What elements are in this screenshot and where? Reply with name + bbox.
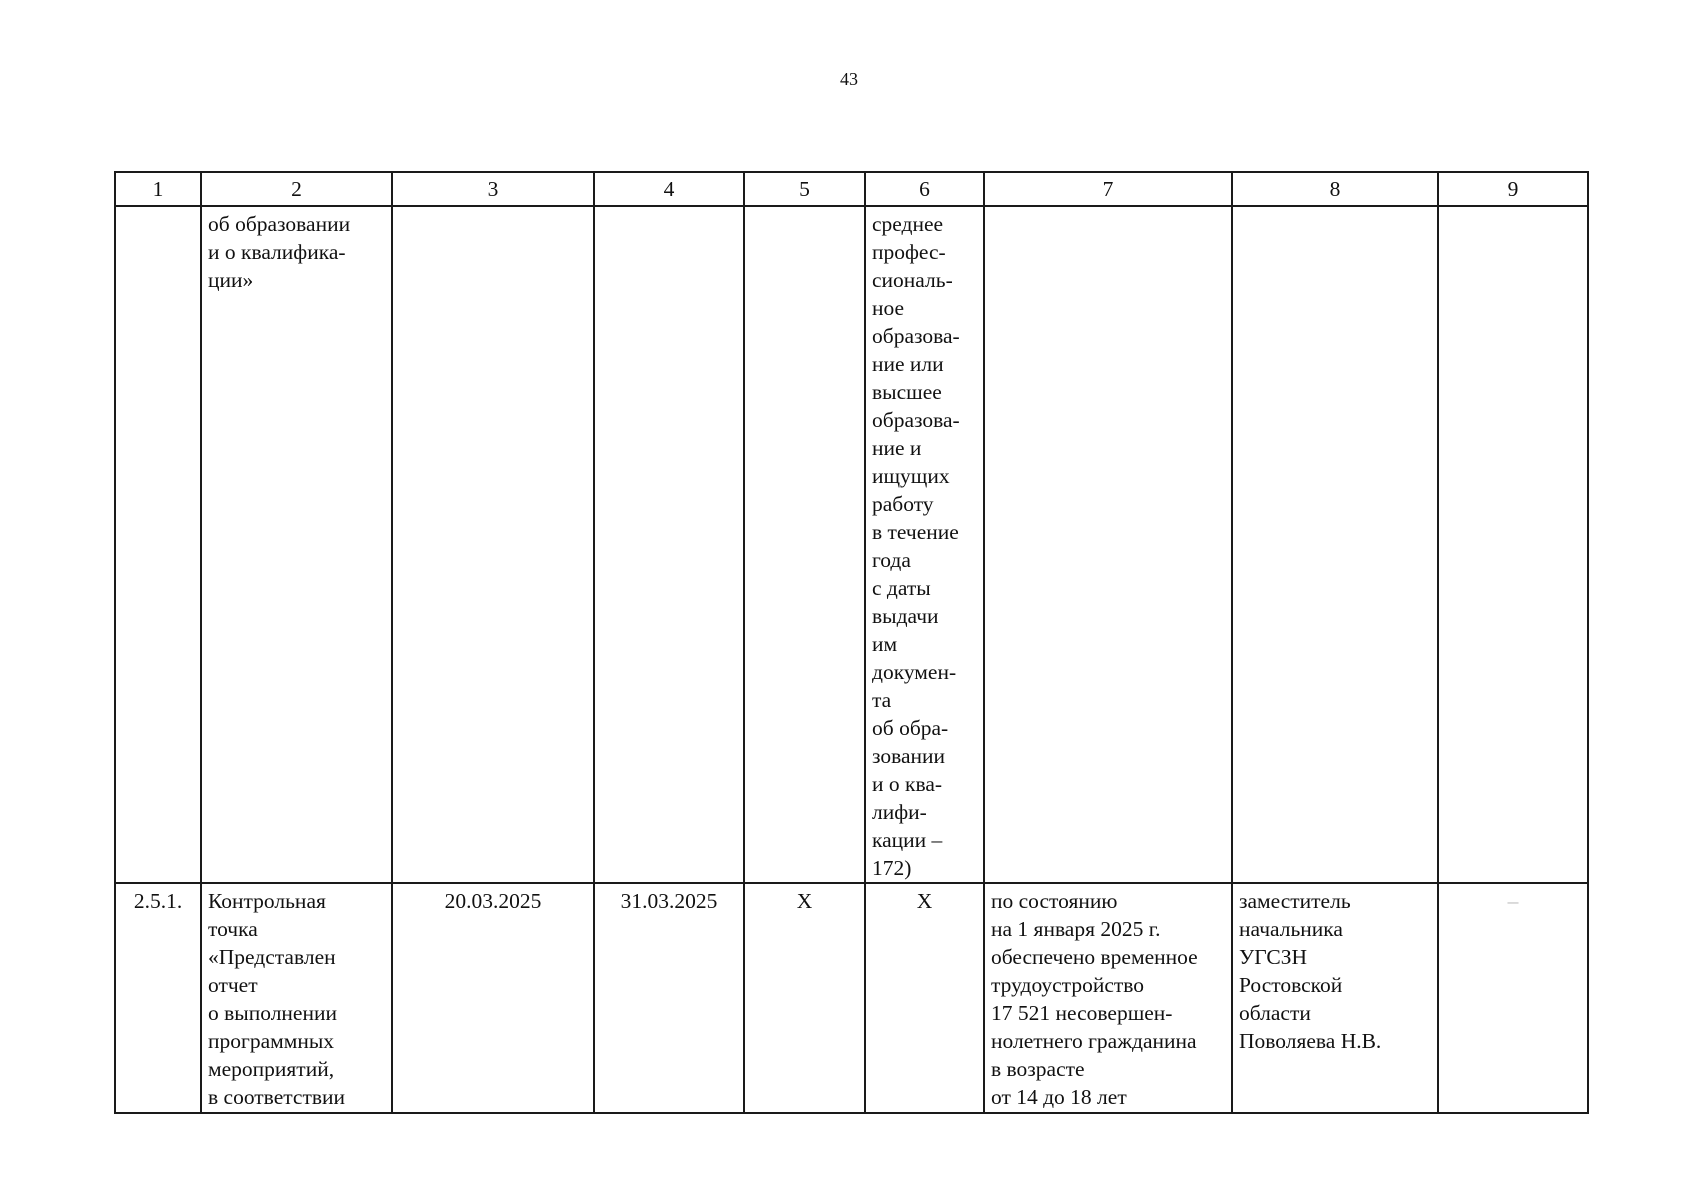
responsible-cell: заместитель начальника УГСЗН Ростовской области Поволяева Н.В. <box>1232 883 1438 1113</box>
row-number-cell: 2.5.1. <box>115 883 201 1113</box>
column-6-cell: среднее профес- сиональ- ное образова- ние или высшее образова- ние и ищущих работу в течение года с даты выдачи им докумен- та об обра- зовании и о ква- лифи- кации – 172) <box>865 206 984 883</box>
start-date-cell: 20.03.2025 <box>392 883 594 1113</box>
start-date-cell <box>392 206 594 883</box>
column-9-cell: – <box>1438 883 1588 1113</box>
column-header: 8 <box>1232 172 1438 206</box>
result-cell: по состоянию на 1 января 2025 г. обеспечено временное трудоустройство 17 521 несовершен- нолетнего гражданина в возрасте от 14 до 18 лет <box>984 883 1232 1113</box>
column-header: 6 <box>865 172 984 206</box>
column-header: 4 <box>594 172 744 206</box>
table-row <box>115 883 1588 1113</box>
column-header: 2 <box>201 172 392 206</box>
column-5-cell <box>744 206 865 883</box>
end-date-cell: 31.03.2025 <box>594 883 744 1113</box>
column-header: 1 <box>115 172 201 206</box>
event-name-cell: Контрольная точка «Представлен отчет о выполнении программных мероприятий, в соответствии <box>201 883 392 1113</box>
column-5-cell: Х <box>744 883 865 1113</box>
column-header: 9 <box>1438 172 1588 206</box>
row-number-cell <box>115 206 201 883</box>
page-number: 43 <box>840 69 858 89</box>
responsible-cell <box>1232 206 1438 883</box>
column-header: 3 <box>392 172 594 206</box>
plan-table <box>114 171 1589 1114</box>
table-row <box>115 206 1588 883</box>
column-6-cell: Х <box>865 883 984 1113</box>
table-header-row <box>115 172 1588 206</box>
column-header: 5 <box>744 172 865 206</box>
column-9-cell <box>1438 206 1588 883</box>
result-cell <box>984 206 1232 883</box>
event-name-cell: об образовании и о квалифика- ции» <box>201 206 392 883</box>
end-date-cell <box>594 206 744 883</box>
column-header: 7 <box>984 172 1232 206</box>
